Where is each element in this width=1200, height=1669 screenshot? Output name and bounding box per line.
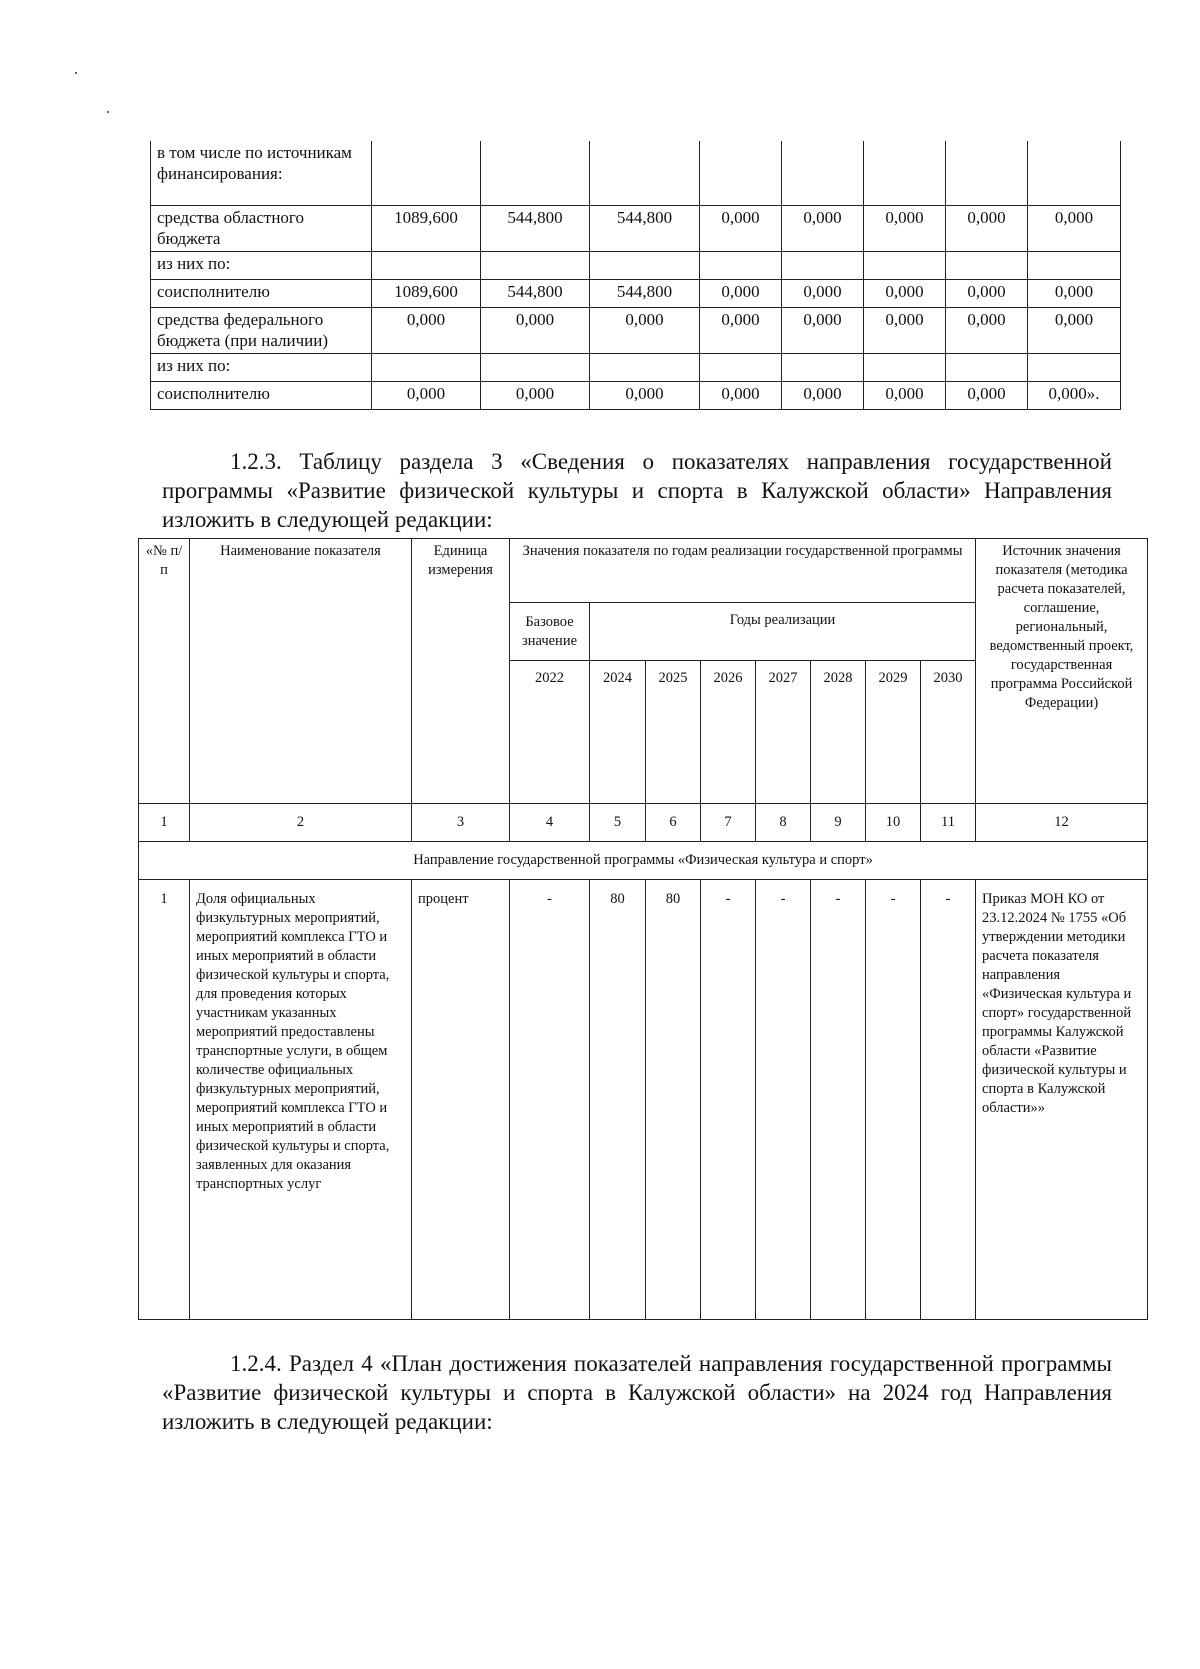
col-number: 2	[190, 804, 412, 842]
cell: 1089,600	[372, 205, 481, 251]
cell	[946, 141, 1028, 205]
col-number: 6	[646, 804, 701, 842]
cell: 0,000	[946, 205, 1028, 251]
cell	[864, 353, 946, 381]
indicators-table	[138, 538, 1148, 1320]
financing-table	[150, 141, 1121, 410]
cell	[700, 353, 782, 381]
indicator-base: -	[510, 880, 590, 1320]
col-number: 1	[139, 804, 190, 842]
header-year: 2026	[701, 661, 756, 804]
col-number: 8	[756, 804, 811, 842]
row-label: соисполнителю	[151, 381, 372, 409]
col-number: 4	[510, 804, 590, 842]
cell: 0,000	[1028, 307, 1121, 353]
cell	[782, 353, 864, 381]
table-row	[151, 381, 1121, 409]
row-label: из них по:	[151, 251, 372, 279]
table-row	[139, 880, 1148, 1320]
table-row	[151, 353, 1121, 381]
row-label: соисполнителю	[151, 279, 372, 307]
cell	[590, 251, 700, 279]
col-number: 11	[921, 804, 976, 842]
cell: 0,000	[481, 381, 590, 409]
scan-speck	[75, 72, 77, 74]
section-row	[139, 842, 1148, 880]
cell	[481, 353, 590, 381]
header-unit: Единица измерения	[412, 539, 510, 804]
header-year: 2028	[811, 661, 866, 804]
indicator-year-value: -	[756, 880, 811, 1320]
cell: 0,000	[946, 381, 1028, 409]
cell: 0,000	[700, 307, 782, 353]
col-number: 10	[866, 804, 921, 842]
cell: 0,000	[946, 307, 1028, 353]
table-row	[151, 307, 1121, 353]
cell: 0,000	[481, 307, 590, 353]
cell: 0,000	[700, 279, 782, 307]
cell	[372, 251, 481, 279]
header-name: Наименование показателя	[190, 539, 412, 804]
header-base: Базовое значение	[510, 603, 590, 661]
cell	[700, 251, 782, 279]
cell: 544,800	[481, 279, 590, 307]
indicator-name: Доля официальных физкультурных мероприятий, мероприятий комплекса ГТО и иных мероприятий в области физической культуры и спорта, для проведения которых участникам указанных мероприятий предоставлены транспортные услуги, в общем количестве официальных физкультурных мероприятий, мероприятий комплекса ГТО и иных мероприятий в области физической культуры и спорта, заявленных для оказания транспортных услуг	[190, 880, 412, 1320]
cell: 544,800	[590, 279, 700, 307]
indicator-year-value: 80	[646, 880, 701, 1320]
cell	[372, 353, 481, 381]
header-year: 2024	[590, 661, 646, 804]
header-year: 2025	[646, 661, 701, 804]
indicator-year-value: -	[921, 880, 976, 1320]
cell	[1028, 353, 1121, 381]
cell: 0,000	[1028, 279, 1121, 307]
table-row	[151, 279, 1121, 307]
cell: 0,000	[590, 307, 700, 353]
paragraph-1-2-4: 1.2.4. Раздел 4 «План достижения показателей направления государственной программы «Развитие физической культуры и спорта в Калужской области» на 2024 год Направления изложить в следующей редакции:	[162, 1351, 1112, 1434]
header-year: 2027	[756, 661, 811, 804]
cell: 0,000	[372, 307, 481, 353]
indicator-unit: процент	[412, 880, 510, 1320]
cell	[946, 353, 1028, 381]
cell: 0,000	[864, 381, 946, 409]
cell: 0,000	[700, 381, 782, 409]
row-label: из них по:	[151, 353, 372, 381]
col-number: 12	[976, 804, 1148, 842]
indicator-year-value: 80	[590, 880, 646, 1320]
paragraph-1-2-3: 1.2.3. Таблицу раздела 3 «Сведения о показателях направления государственной программы «Развитие физической культуры и спорта в Калужской области» Направления изложить в следующей редакции:	[162, 449, 1112, 532]
col-number: 7	[701, 804, 756, 842]
cell	[590, 141, 700, 205]
indicator-source: Приказ МОН КО от 23.12.2024 № 1755 «Об утверждении методики расчета показателя направления «Физическая культура и спорт» государственной программы Калужской области «Развитие физической культуры и спорта в Калужской области»»	[976, 880, 1148, 1320]
indicator-year-value: -	[811, 880, 866, 1320]
cell	[481, 251, 590, 279]
header-source: Источник значения показателя (методика расчета показателей, соглашение, региональный, ведомственный проект, государственная программа Российской Федерации)	[976, 539, 1148, 804]
cell: 0,000	[864, 205, 946, 251]
row-label: в том числе по источникам финансирования:	[151, 141, 372, 205]
table-row	[151, 205, 1121, 251]
header-year: 2029	[866, 661, 921, 804]
cell: 0,000	[782, 205, 864, 251]
cell	[1028, 141, 1121, 205]
cell: 0,000».	[1028, 381, 1121, 409]
row-num: 1	[139, 880, 190, 1320]
cell: 0,000	[782, 381, 864, 409]
cell: 0,000	[946, 279, 1028, 307]
cell	[864, 141, 946, 205]
header-base-year: 2022	[510, 661, 590, 804]
cell: 544,800	[481, 205, 590, 251]
cell	[700, 141, 782, 205]
cell	[782, 251, 864, 279]
col-number: 9	[811, 804, 866, 842]
cell: 0,000	[864, 279, 946, 307]
cell: 544,800	[590, 205, 700, 251]
cell: 1089,600	[372, 279, 481, 307]
header-num: «№ п/п	[139, 539, 190, 804]
table-row	[151, 251, 1121, 279]
row-label: средства федерального бюджета (при наличии)	[151, 307, 372, 353]
cell: 0,000	[782, 279, 864, 307]
header-row	[139, 539, 1148, 603]
column-number-row	[139, 804, 1148, 842]
cell	[481, 141, 590, 205]
cell	[782, 141, 864, 205]
scan-speck	[107, 111, 109, 113]
cell: 0,000	[372, 381, 481, 409]
cell: 0,000	[1028, 205, 1121, 251]
header-year: 2030	[921, 661, 976, 804]
section-title: Направление государственной программы «Физическая культура и спорт»	[139, 842, 1148, 880]
col-number: 5	[590, 804, 646, 842]
cell: 0,000	[864, 307, 946, 353]
row-label: средства областного бюджета	[151, 205, 372, 251]
cell	[946, 251, 1028, 279]
cell: 0,000	[700, 205, 782, 251]
cell	[372, 141, 481, 205]
col-number: 3	[412, 804, 510, 842]
indicator-year-value: -	[701, 880, 756, 1320]
cell	[590, 353, 700, 381]
table-row	[151, 141, 1121, 205]
header-years-group: Годы реализации	[590, 603, 976, 661]
cell: 0,000	[782, 307, 864, 353]
indicator-year-value: -	[866, 880, 921, 1320]
cell: 0,000	[590, 381, 700, 409]
header-values-group: Значения показателя по годам реализации государственной программы	[510, 539, 976, 603]
cell	[864, 251, 946, 279]
cell	[1028, 251, 1121, 279]
